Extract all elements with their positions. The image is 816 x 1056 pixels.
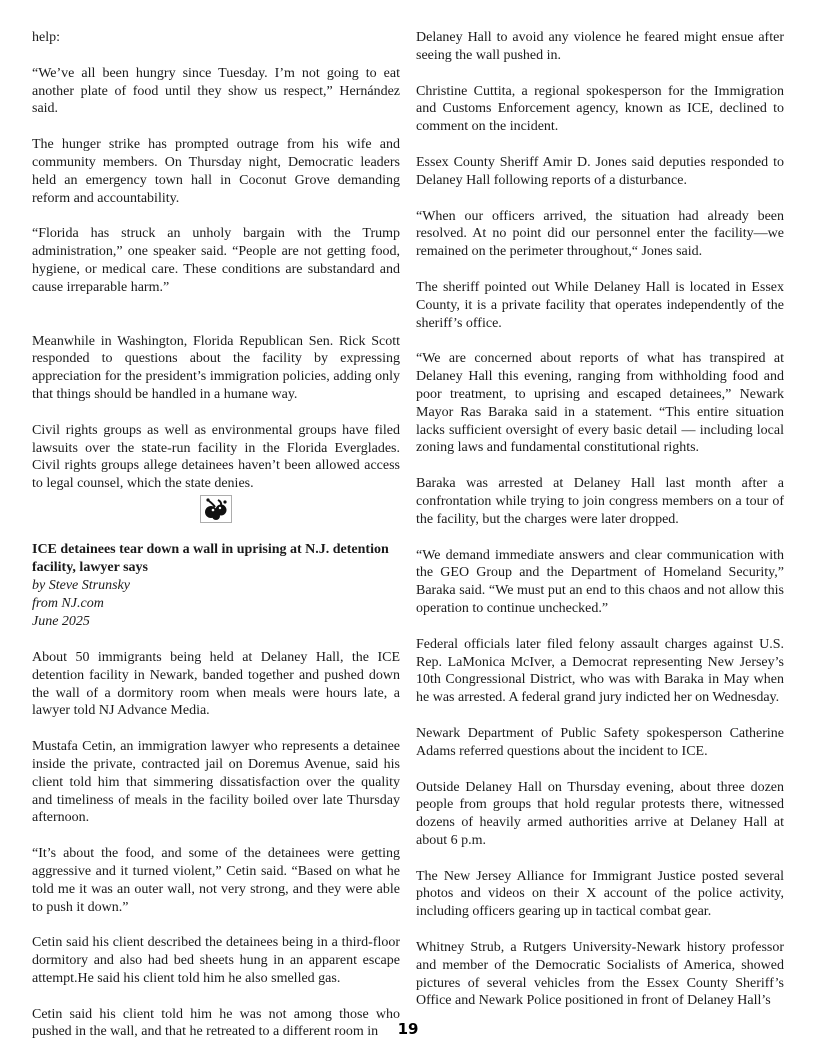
- body-paragraph: Cetin said his client described the detainees being in a third-floor dormitory and also had bed sheets hung in an apparent escape attempt.He said his client told him he also smelled gas.: [32, 935, 400, 986]
- body-paragraph: Baraka was arrested at Delaney Hall last month after a confrontation while trying to join congress members on a tour of the facility, but the charges were later dropped.: [416, 476, 784, 527]
- body-paragraph: Federal officials later filed felony assault charges against U.S. Rep. LaMonica McIver, a Democrat representing New Jersey’s 10th Congressional District, who was with Baraka in May when he was arrested. A federal grand jury indicted her on Wednesday.: [416, 636, 784, 706]
- article-header: [32, 541, 400, 631]
- body-paragraph: “We demand immediate answers and clear communication with the GEO Group and the Department of Homeland Security,” Baraka said. “We must put an end to this chaos and not allow this operation to continue unchecked.”: [416, 547, 784, 616]
- body-paragraph: Christine Cuttita, a regional spokesperson for the Immigration and Customs Enforcement agency, known as ICE, declined to comment on the incident.: [416, 83, 784, 135]
- body-paragraph: Civil rights groups as well as environmental groups have filed lawsuits over the state-run facility in the Florida Everglades. Civil rights groups allege detainees haven’t been allowed access to legal counsel, which the state denies.: [32, 422, 400, 492]
- body-paragraph: The hunger strike has prompted outrage from his wife and community members. On Thursday night, Democratic leaders held an emergency town hall in Coconut Grove demanding reform and accountability.: [32, 137, 400, 206]
- right-column: [416, 29, 784, 1010]
- body-paragraph: “We’ve all been hungry since Tuesday. I’m not going to eat another plate of food until they show us respect,” Hernández said.: [32, 65, 400, 117]
- body-paragraph: Delaney Hall to avoid any violence he feared might ensue after seeing the wall pushed in.: [416, 30, 784, 63]
- body-paragraph: About 50 immigrants being held at Delaney Hall, the ICE detention facility in Newark, banded together and pushed down the wall of a dormitory room when meals were hours late, a lawyer told NJ Advance Media.: [32, 649, 400, 719]
- body-paragraph: “It’s about the food, and some of the detainees were getting aggressive and it turned violent,” Cetin said. “Based on what he told me it was an outer wall, not very strong, and they were able to push it down.”: [32, 846, 400, 915]
- body-paragraph: Meanwhile in Washington, Florida Republican Sen. Rick Scott responded to questions about the facility by expressing appreciation for the president’s immigration policies, adding only that things should be handled in a humane way.: [32, 333, 400, 402]
- body-paragraph: Essex County Sheriff Amir D. Jones said deputies responded to Delaney Hall following reports of a disturbance.: [416, 154, 784, 188]
- body-paragraph: “When our officers arrived, the situation had already been resolved. At no point did our personnel enter the facility—we remained on the perimeter throughout,“ Jones said.: [416, 208, 784, 260]
- fleuron-ornament-icon: [200, 495, 232, 523]
- body-paragraph: Whitney Strub, a Rutgers University-Newark history professor and member of the Democratic Socialists of America, showed pictures of several vehicles from the Essex County Sheriff’s Office and Newark Police positioned in front of Delaney Hall’s: [416, 940, 784, 1009]
- body-paragraph: Cetin said his client told him he was not among those who pushed in the wall, and that he retreated to a different room in: [32, 1006, 400, 1040]
- body-paragraph: Newark Department of Public Safety spokesperson Catherine Adams referred questions about the incident to ICE.: [416, 725, 784, 759]
- article-date: June 2025: [32, 613, 90, 629]
- article-title: ICE detainees tear down a wall in uprising at N.J. detention facility, lawyer says: [32, 541, 389, 575]
- article-source: from NJ.com: [32, 595, 104, 611]
- page-number: 19: [397, 1020, 419, 1038]
- left-column: [32, 29, 400, 1041]
- body-paragraph: Outside Delaney Hall on Thursday evening, about three dozen people from groups that hold regular protests there, witnessed dozens of heavily armed authorities arrive at Delaney Hall at about 6 p.m.: [416, 779, 784, 848]
- body-paragraph: The New Jersey Alliance for Immigrant Justice posted several photos and videos on their X account of the police activity, including officers gearing up in tactical combat gear.: [416, 868, 784, 920]
- body-paragraph: “Florida has struck an unholy bargain with the Trump administration,” one speaker said. “People are not getting food, hygiene, or medical care. These conditions are substandard and cause irreparable harm.”: [32, 226, 400, 295]
- body-paragraph: Mustafa Cetin, an immigration lawyer who represents a detainee inside the private, contracted jail on Doremus Avenue, said his client told him that simmering dissatisfaction over the quality and timeliness of meals in the facility boiled over late Thursday afternoon.: [32, 739, 400, 826]
- body-paragraph: The sheriff pointed out While Delaney Hall is located in Essex County, it is a private facility that operates independently of the sheriff’s office.: [416, 279, 784, 331]
- article-byline: by Steve Strunsky: [32, 577, 130, 593]
- body-paragraph: help:: [32, 30, 60, 45]
- body-paragraph: “We are concerned about reports of what has transpired at Delaney Hall this evening, ranging from withholding food and poor treatment, to uprising and escaped detainees,” Newark Mayor Ras Baraka said in a statement. “This entire situation lacks sufficient oversight of every basic detail — including local zoning laws and fundamental constitutional rights.: [416, 351, 784, 456]
